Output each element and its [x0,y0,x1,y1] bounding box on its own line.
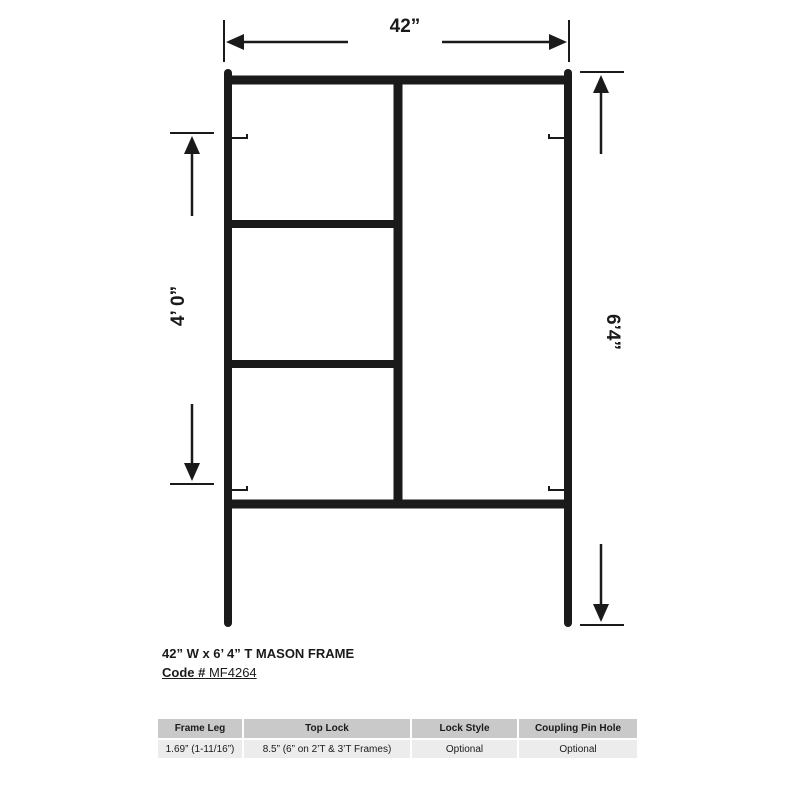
arrow-down-icon [593,604,609,622]
width-dimension [224,16,569,62]
brace-lug-bottom-left [232,486,247,490]
cell-lock-style: Optional [412,740,517,758]
cell-coupling-pin-hole: Optional [519,740,637,758]
header-lock-style: Lock Style [412,719,517,738]
arrow-left-icon [226,34,244,50]
header-coupling-pin-hole: Coupling Pin Hole [519,719,637,738]
cell-frame-leg: 1.69” (1-11/16”) [158,740,242,758]
spec-header-row [158,719,637,738]
width-label: 42” [389,16,421,37]
header-frame-leg: Frame Leg [158,719,242,738]
brace-lug-bottom-right [549,486,564,490]
brace-lug-top-left [232,134,247,138]
product-title: 42” W x 6’ 4” T MASON FRAME [162,646,355,661]
frame-height-dimension [580,72,624,625]
spec-table [156,717,639,760]
ladder-height-label: 4’ 0” [168,285,189,327]
header-top-lock: Top Lock [244,719,410,738]
brace-lug-top-right [549,134,564,138]
product-code-label: Code # [162,665,206,680]
product-code [162,665,257,680]
frame-structure [228,73,568,623]
frame-height-label: 6’4” [602,314,623,350]
product-code-value: MF4264 [208,665,257,680]
table-row [158,740,637,758]
ladder-height-dimension [168,133,214,484]
arrow-down-icon [184,463,200,481]
cell-top-lock: 8.5” (6” on 2’T & 3’T Frames) [244,740,410,758]
arrow-right-icon [549,34,567,50]
